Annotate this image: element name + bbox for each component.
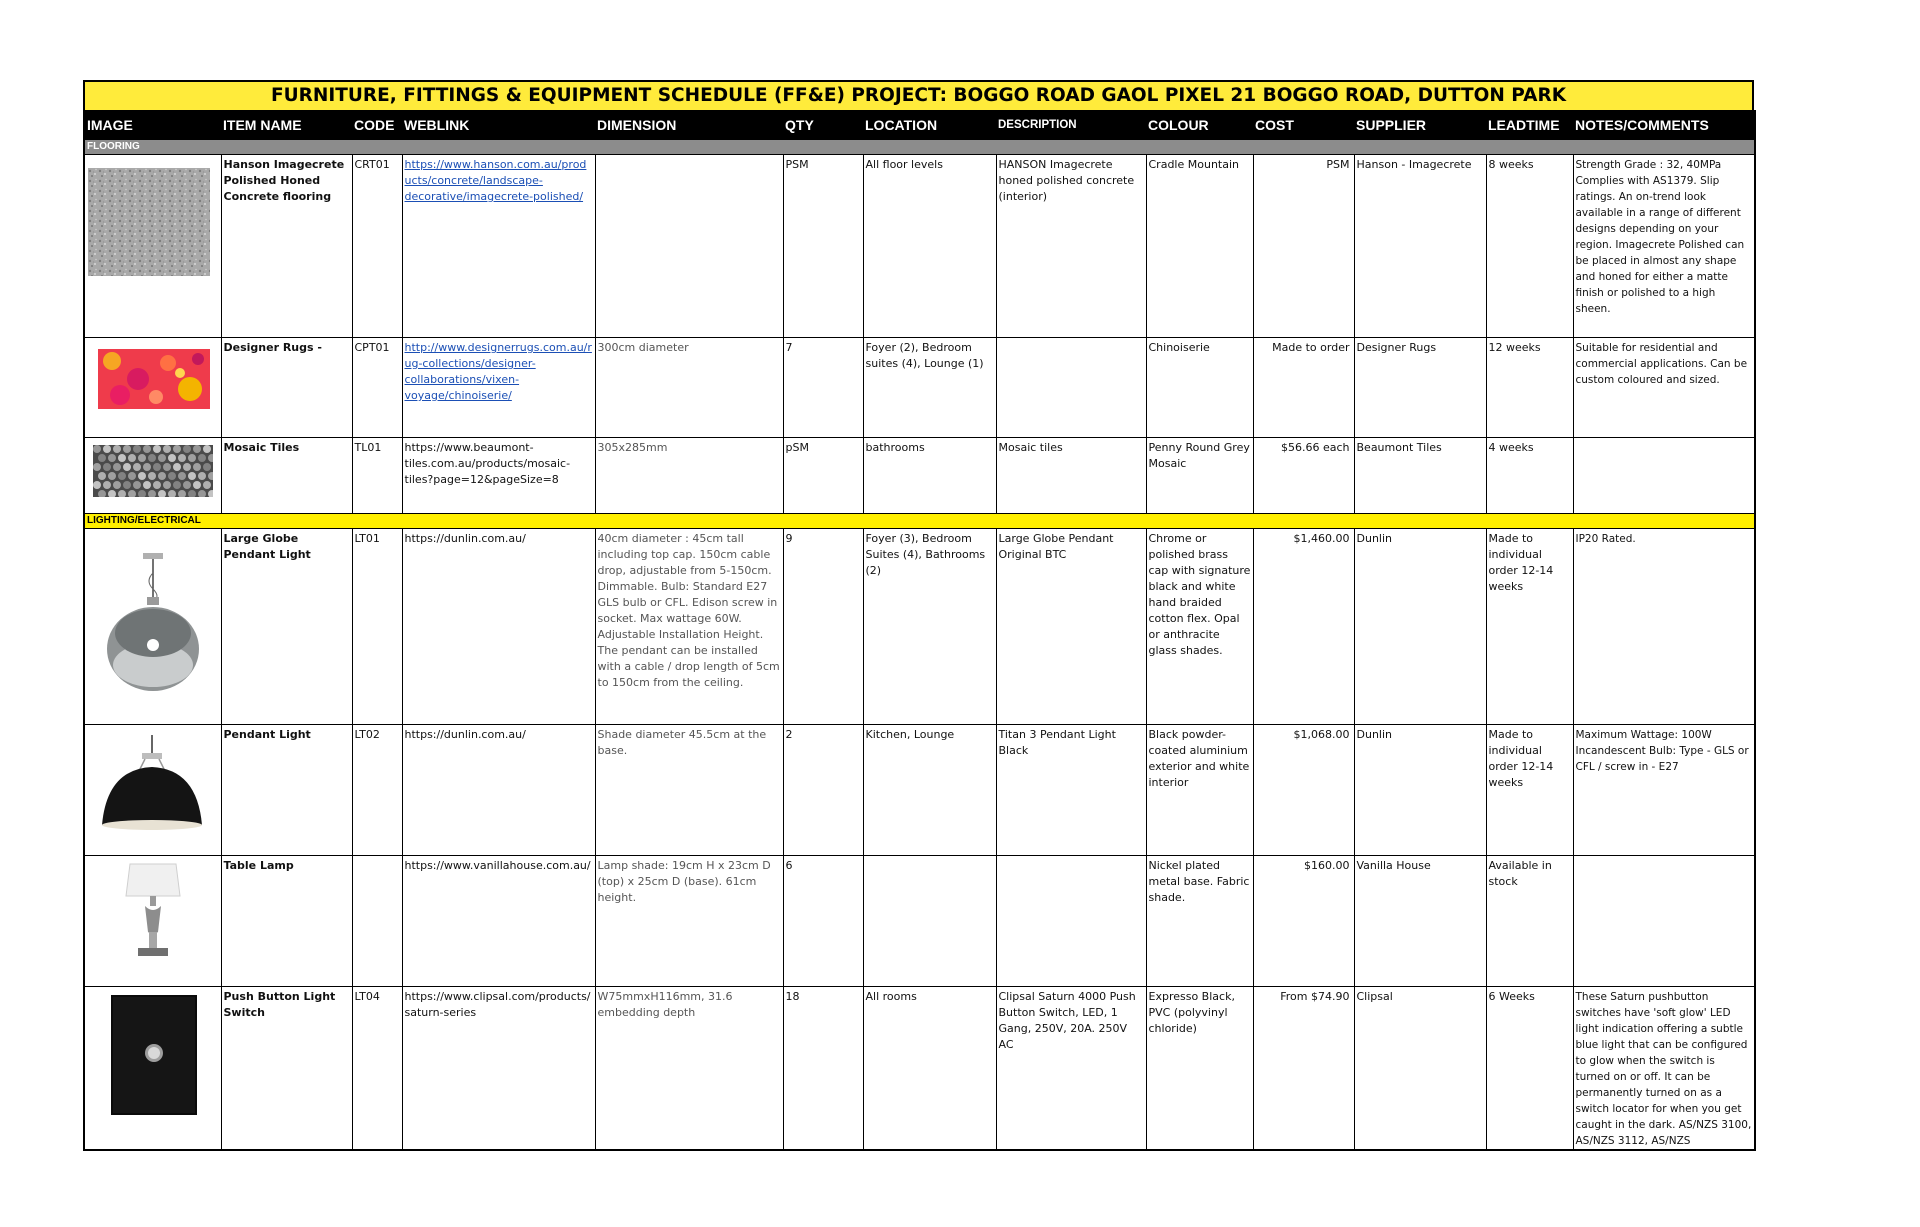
- col-colour: COLOUR: [1146, 110, 1253, 140]
- dimension-cell: W75mmxH116mm, 31.6 embedding depth: [595, 987, 783, 1151]
- col-qty: QTY: [783, 110, 863, 140]
- weblink[interactable]: https://www.hanson.com.au/products/concrete/landscape-decorative/imagecrete-polished/: [404, 158, 587, 203]
- description-cell: [996, 856, 1146, 987]
- code-cell: LT02: [352, 725, 402, 856]
- dimension-cell: Shade diameter 45.5cm at the base.: [595, 725, 783, 856]
- concrete-swatch-image: [88, 168, 210, 276]
- cost-cell: PSM: [1253, 155, 1354, 338]
- black-pendant-image: [97, 735, 207, 835]
- weblink-cell: https://dunlin.com.au/: [402, 725, 595, 856]
- schedule-body: [84, 140, 1755, 1150]
- notes-cell: IP20 Rated.: [1573, 529, 1755, 725]
- supplier-cell: Vanilla House: [1354, 856, 1486, 987]
- dimension-cell: 300cm diameter: [595, 338, 783, 438]
- table-row: [84, 438, 1755, 514]
- colour-cell: Black powder-coated aluminium exterior and white interior: [1146, 725, 1253, 856]
- col-notes: NOTES/COMMENTS: [1573, 110, 1755, 140]
- image-cell: [84, 856, 221, 987]
- location-cell: Foyer (2), Bedroom suites (4), Lounge (1): [863, 338, 996, 438]
- qty-cell: 6: [783, 856, 863, 987]
- location-cell: bathrooms: [863, 438, 996, 514]
- colour-cell: Expresso Black, PVC (polyvinyl chloride): [1146, 987, 1253, 1151]
- supplier-cell: Dunlin: [1354, 529, 1486, 725]
- item-cell: Push Button Light Switch: [221, 987, 352, 1151]
- image-cell: [84, 987, 221, 1151]
- location-cell: All floor levels: [863, 155, 996, 338]
- location-cell: Kitchen, Lounge: [863, 725, 996, 856]
- location-cell: [863, 856, 996, 987]
- cost-cell: $160.00: [1253, 856, 1354, 987]
- table-row: [84, 338, 1755, 438]
- section-label: FLOORING: [84, 140, 1755, 155]
- dimension-cell: 40cm diameter : 45cm tall including top cap. 150cm cable drop, adjustable from 5-150cm. Dimmable. Bulb: Standard E27 GLS bulb or CFL. Edison screw in socket. Max wattage 60W. Adjustable Installation Height. The pendant can be installed with a cable / drop length of 5cm to 150cm from the ceiling.: [595, 529, 783, 725]
- section-band: [84, 140, 1755, 155]
- image-cell: [84, 155, 221, 338]
- code-cell: TL01: [352, 438, 402, 514]
- supplier-cell: Beaumont Tiles: [1354, 438, 1486, 514]
- cost-cell: $1,068.00: [1253, 725, 1354, 856]
- header-row: [84, 110, 1755, 140]
- image-cell: [84, 529, 221, 725]
- weblink-cell: https://dunlin.com.au/: [402, 529, 595, 725]
- image-cell: [84, 338, 221, 438]
- image-cell: [84, 438, 221, 514]
- weblink-cell: https://www.beaumont-tiles.com.au/products/mosaic-tiles?page=12&pageSize=8: [402, 438, 595, 514]
- notes-cell: These Saturn pushbutton switches have 'soft glow' LED light indication offering a subtle blue light that can be configured to glow when the switch is turned on or off. It can be permanently turned on as a switch locator for when you get caught in the dark. AS/NZS 3100, AS/NZS 3112, AS/NZS: [1573, 987, 1755, 1151]
- table-row: [84, 856, 1755, 987]
- colour-cell: Chrome or polished brass cap with signature black and white hand braided cotton flex. Opal or anthracite glass shades.: [1146, 529, 1253, 725]
- table-row: [84, 155, 1755, 338]
- supplier-cell: Designer Rugs: [1354, 338, 1486, 438]
- section-band: [84, 514, 1755, 529]
- description-cell: [996, 338, 1146, 438]
- description-cell: Clipsal Saturn 4000 Push Button Switch, LED, 1 Gang, 250V, 20A. 250V AC: [996, 987, 1146, 1151]
- mosaic-swatch-image: [93, 445, 213, 497]
- code-cell: CPT01: [352, 338, 402, 438]
- weblink-cell: https://www.clipsal.com/products/saturn-series: [402, 987, 595, 1151]
- cost-cell: $1,460.00: [1253, 529, 1354, 725]
- col-cost: COST: [1253, 110, 1354, 140]
- image-cell: [84, 725, 221, 856]
- schedule-title: FURNITURE, FITTINGS & EQUIPMENT SCHEDULE (FF&E) PROJECT: BOGGO ROAD GAOL PIXEL 21 BOGGO ROAD, DUTTON PARK: [83, 80, 1754, 110]
- col-image: IMAGE: [84, 110, 221, 140]
- location-cell: All rooms: [863, 987, 996, 1151]
- col-dimension: DIMENSION: [595, 110, 783, 140]
- rug-swatch-image: [98, 349, 210, 409]
- qty-cell: pSM: [783, 438, 863, 514]
- code-cell: LT01: [352, 529, 402, 725]
- item-cell: Table Lamp: [221, 856, 352, 987]
- leadtime-cell: Available in stock: [1486, 856, 1573, 987]
- qty-cell: 7: [783, 338, 863, 438]
- qty-cell: 9: [783, 529, 863, 725]
- weblink-cell: [402, 338, 595, 438]
- colour-cell: Nickel plated metal base. Fabric shade.: [1146, 856, 1253, 987]
- dimension-cell: [595, 155, 783, 338]
- notes-cell: [1573, 438, 1755, 514]
- weblink[interactable]: http://www.designerrugs.com.au/rug-collections/designer-collaborations/vixen-voyage/chinoiserie/: [404, 341, 592, 402]
- colour-cell: Penny Round Grey Mosaic: [1146, 438, 1253, 514]
- leadtime-cell: 8 weeks: [1486, 155, 1573, 338]
- col-code: CODE: [352, 110, 402, 140]
- light-switch-image: [111, 995, 197, 1115]
- description-cell: Titan 3 Pendant Light Black: [996, 725, 1146, 856]
- leadtime-cell: 6 Weeks: [1486, 987, 1573, 1151]
- supplier-cell: Clipsal: [1354, 987, 1486, 1151]
- colour-cell: Cradle Mountain: [1146, 155, 1253, 338]
- code-cell: [352, 856, 402, 987]
- schedule-table: [83, 110, 1756, 1151]
- colour-cell: Chinoiserie: [1146, 338, 1253, 438]
- weblink-cell: [402, 155, 595, 338]
- notes-cell: Suitable for residential and commercial applications. Can be custom coloured and sized.: [1573, 338, 1755, 438]
- table-lamp-image: [118, 862, 188, 962]
- ffe-schedule: [83, 80, 1754, 1151]
- col-supplier: SUPPLIER: [1354, 110, 1486, 140]
- dimension-cell: 305x285mm: [595, 438, 783, 514]
- table-row: [84, 725, 1755, 856]
- notes-cell: Strength Grade : 32, 40MPa Complies with AS1379. Slip ratings. An on-trend look available in a range of different designs depending on your region. Imagecrete Polished can be placed in almost any shape and honed for either a matte finish or polished to a high sheen.: [1573, 155, 1755, 338]
- globe-pendant-image: [103, 553, 203, 693]
- item-cell: Pendant Light: [221, 725, 352, 856]
- item-cell: Large Globe Pendant Light: [221, 529, 352, 725]
- notes-cell: [1573, 856, 1755, 987]
- col-item-name: ITEM NAME: [221, 110, 352, 140]
- description-cell: Large Globe Pendant Original BTC: [996, 529, 1146, 725]
- leadtime-cell: 12 weeks: [1486, 338, 1573, 438]
- cost-cell: Made to order: [1253, 338, 1354, 438]
- leadtime-cell: 4 weeks: [1486, 438, 1573, 514]
- col-description: DESCRIPTION: [996, 110, 1146, 140]
- description-cell: HANSON Imagecrete honed polished concrete (interior): [996, 155, 1146, 338]
- notes-cell: Maximum Wattage: 100W Incandescent Bulb: Type - GLS or CFL / screw in - E27: [1573, 725, 1755, 856]
- supplier-cell: Dunlin: [1354, 725, 1486, 856]
- table-row: [84, 529, 1755, 725]
- leadtime-cell: Made to individual order 12-14 weeks: [1486, 529, 1573, 725]
- table-row: [84, 987, 1755, 1151]
- location-cell: Foyer (3), Bedroom Suites (4), Bathrooms (2): [863, 529, 996, 725]
- cost-cell: From $74.90: [1253, 987, 1354, 1151]
- item-cell: Designer Rugs -: [221, 338, 352, 438]
- cost-cell: $56.66 each: [1253, 438, 1354, 514]
- qty-cell: PSM: [783, 155, 863, 338]
- section-label: LIGHTING/ELECTRICAL: [84, 514, 1755, 529]
- code-cell: LT04: [352, 987, 402, 1151]
- leadtime-cell: Made to individual order 12-14 weeks: [1486, 725, 1573, 856]
- description-cell: Mosaic tiles: [996, 438, 1146, 514]
- code-cell: CRT01: [352, 155, 402, 338]
- item-cell: Mosaic Tiles: [221, 438, 352, 514]
- col-leadtime: LEADTIME: [1486, 110, 1573, 140]
- dimension-cell: Lamp shade: 19cm H x 23cm D (top) x 25cm D (base). 61cm height.: [595, 856, 783, 987]
- item-cell: Hanson Imagecrete Polished Honed Concrete flooring: [221, 155, 352, 338]
- qty-cell: 2: [783, 725, 863, 856]
- weblink-cell: https://www.vanillahouse.com.au/: [402, 856, 595, 987]
- qty-cell: 18: [783, 987, 863, 1151]
- col-weblink: WEBLINK: [402, 110, 595, 140]
- col-location: LOCATION: [863, 110, 996, 140]
- supplier-cell: Hanson - Imagecrete: [1354, 155, 1486, 338]
